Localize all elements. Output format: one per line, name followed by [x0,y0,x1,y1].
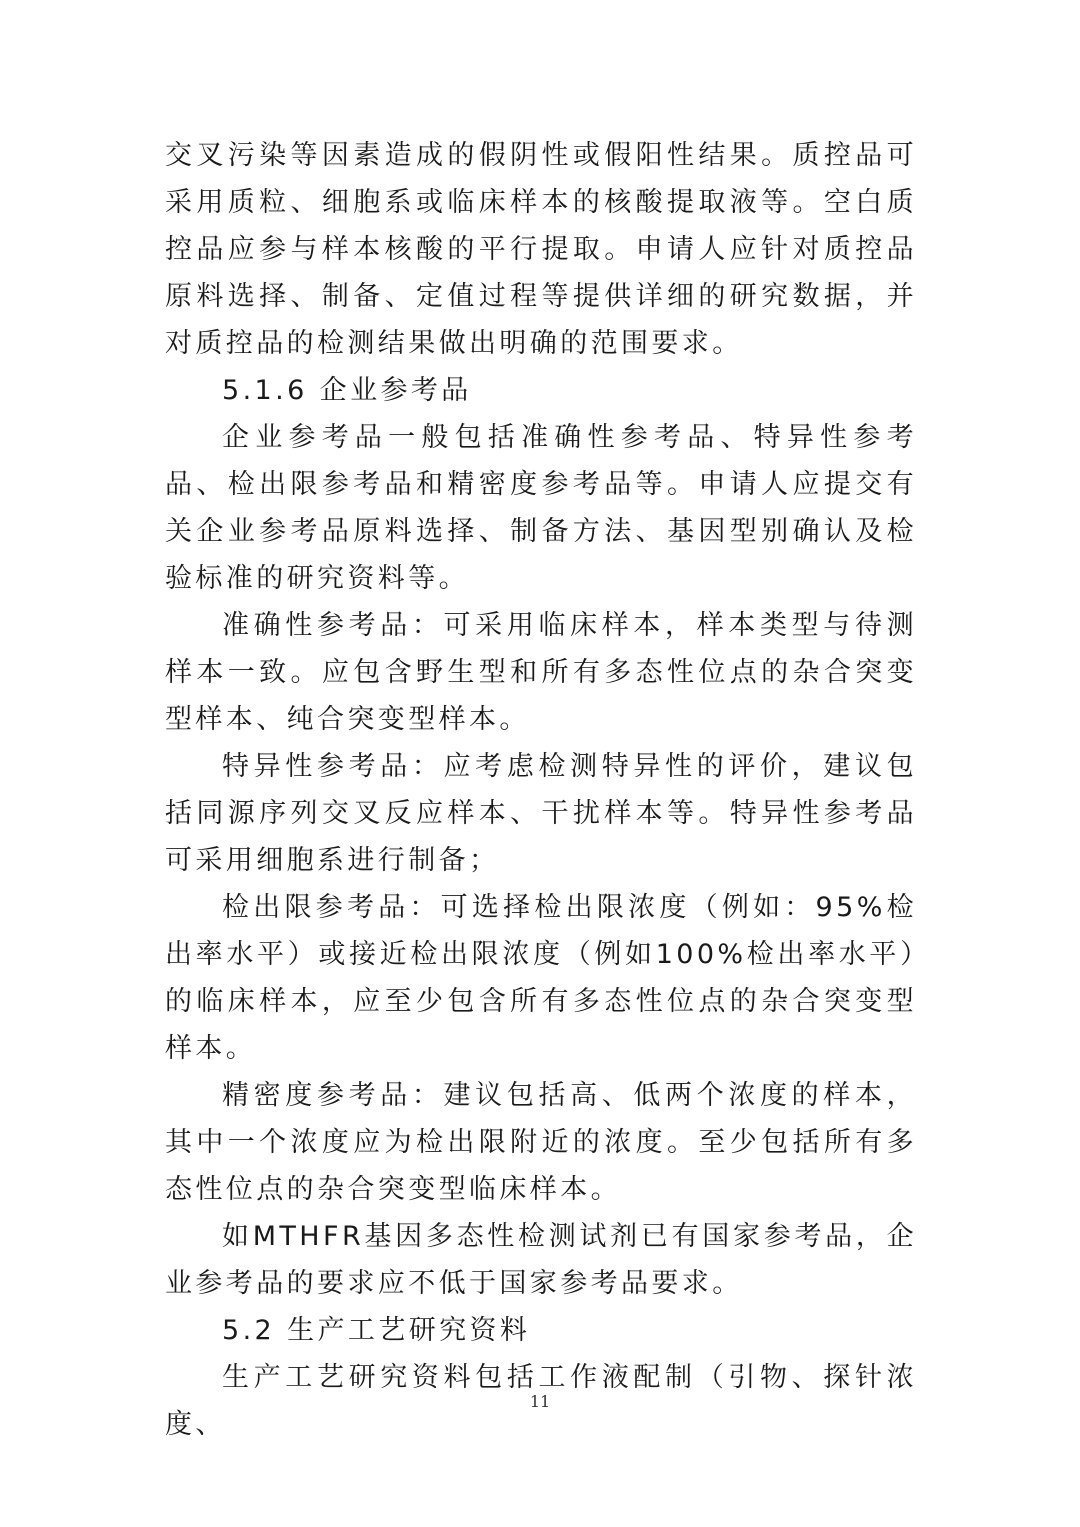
paragraph-precision-reference: 精密度参考品：建议包括高、低两个浓度的样本，其中一个浓度应为检出限附近的浓度。至少包括所有多态性位点的杂合突变型临床样本。 [165,1080,917,1205]
paragraph-continuation: 交叉污染等因素造成的假阴性或假阳性结果。质控品可采用质粒、细胞系或临床样本的核酸提取液等。空白质控品应参与样本核酸的平行提取。申请人应针对质控品原料选择、制备、定值过程等提供详细的研究数据，并对质控品的检测结果做出明确的范围要求。 [165,140,917,359]
paragraph-national-reference: 如MTHFR基因多态性检测试剂已有国家参考品，企业参考品的要求应不低于国家参考品要求。 [165,1221,917,1299]
paragraph-specificity-reference: 特异性参考品：应考虑检测特异性的评价，建议包括同源序列交叉反应样本、干扰样本等。特异性参考品可采用细胞系进行制备； [165,751,917,876]
document-body [165,132,917,1448]
section-heading-5-2: 5.2 生产工艺研究资料 [222,1315,531,1346]
paragraph-production-process: 生产工艺研究资料包括工作液配制（引物、探针浓度、 [165,1362,917,1440]
page-number: 11 [529,1392,551,1411]
paragraph-accuracy-reference: 准确性参考品：可采用临床样本，样本类型与待测样本一致。应包含野生型和所有多态性位点的杂合突变型样本、纯合突变型样本。 [165,610,917,735]
paragraph-enterprise-reference: 企业参考品一般包括准确性参考品、特异性参考品、检出限参考品和精密度参考品等。申请人应提交有关企业参考品原料选择、制备方法、基因型别确认及检验标准的研究资料等。 [165,422,917,594]
section-heading-5-1-6: 5.1.6 企业参考品 [222,375,472,406]
paragraph-detection-limit-reference: 检出限参考品：可选择检出限浓度（例如：95%检出率水平）或接近检出限浓度（例如100%检出率水平）的临床样本，应至少包含所有多态性位点的杂合突变型样本。 [165,892,917,1064]
